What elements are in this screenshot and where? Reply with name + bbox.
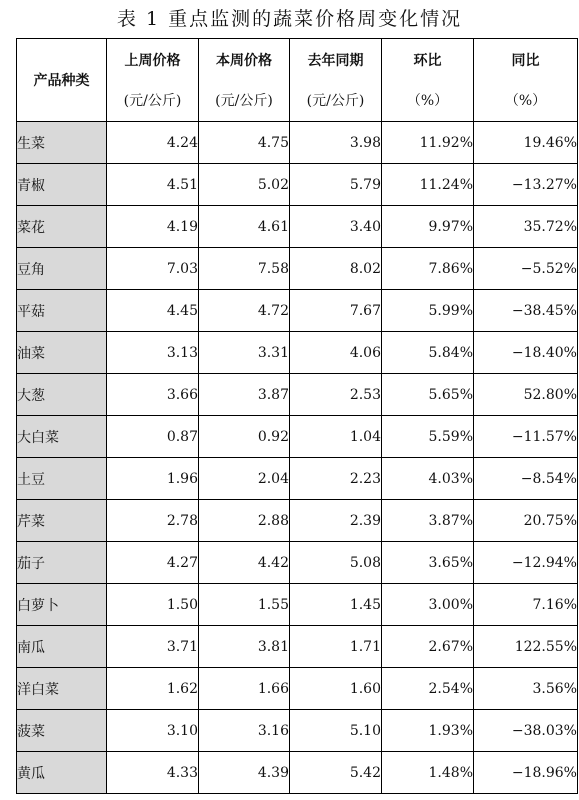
last-week-price-cell: 7.03: [107, 248, 199, 290]
table-row: [17, 500, 578, 542]
mom-change-cell: 5.59%: [382, 416, 474, 458]
this-week-price-cell: 1.55: [199, 584, 290, 626]
product-name-cell: 豆角: [17, 248, 107, 290]
header-unit: (元/公斤): [123, 93, 182, 109]
this-week-price-cell: 2.04: [199, 458, 290, 500]
product-name-cell: 洋白菜: [17, 668, 107, 710]
header-unit: (元/公斤): [215, 93, 273, 109]
mom-change-cell: 11.24%: [382, 164, 474, 206]
mom-change-cell: 3.00%: [382, 584, 474, 626]
mom-change-cell: 5.84%: [382, 332, 474, 374]
this-week-price-cell: 4.39: [199, 752, 290, 794]
mom-change-cell: 2.67%: [382, 626, 474, 668]
last-week-price-cell: 3.71: [107, 626, 199, 668]
mom-change-cell: 1.93%: [382, 710, 474, 752]
yoy-change-cell: 7.16%: [474, 584, 578, 626]
last-week-price-cell: 4.27: [107, 542, 199, 584]
yoy-change-cell: −18.96%: [474, 752, 578, 794]
last-week-price-cell: 4.51: [107, 164, 199, 206]
this-week-price-cell: 4.42: [199, 542, 290, 584]
mom-change-cell: 1.48%: [382, 752, 474, 794]
last-year-price-cell: 1.60: [290, 668, 382, 710]
header-label: 产品种类: [33, 73, 90, 89]
yoy-change-cell: −11.57%: [474, 416, 578, 458]
mom-change-cell: 5.99%: [382, 290, 474, 332]
yoy-change-cell: 3.56%: [474, 668, 578, 710]
table-row: [17, 668, 578, 710]
product-name-cell: 菠菜: [17, 710, 107, 752]
last-week-price-cell: 4.24: [107, 122, 199, 164]
last-year-price-cell: 5.10: [290, 710, 382, 752]
mom-change-cell: 9.97%: [382, 206, 474, 248]
table-row: [17, 332, 578, 374]
table-row: [17, 584, 578, 626]
last-year-price-cell: 5.08: [290, 542, 382, 584]
last-year-price-cell: 5.79: [290, 164, 382, 206]
product-name-cell: 茄子: [17, 542, 107, 584]
mom-change-cell: 7.86%: [382, 248, 474, 290]
product-name-cell: 大葱: [17, 374, 107, 416]
header-unit: （%）: [504, 93, 547, 109]
table-row: [17, 416, 578, 458]
product-name-cell: 油菜: [17, 332, 107, 374]
this-week-price-cell: 2.88: [199, 500, 290, 542]
product-name-cell: 黄瓜: [17, 752, 107, 794]
product-name-cell: 平菇: [17, 290, 107, 332]
header-unit: (元/公斤): [306, 93, 365, 109]
product-name-cell: 大白菜: [17, 416, 107, 458]
table-row: [17, 290, 578, 332]
yoy-change-cell: −38.03%: [474, 710, 578, 752]
last-year-price-cell: 7.67: [290, 290, 382, 332]
yoy-change-cell: −5.52%: [474, 248, 578, 290]
last-week-price-cell: 3.10: [107, 710, 199, 752]
this-week-price-cell: 3.31: [199, 332, 290, 374]
header-label: 本周价格: [216, 53, 272, 69]
table-row: [17, 206, 578, 248]
last-week-price-cell: 2.78: [107, 500, 199, 542]
this-week-price-cell: 0.92: [199, 416, 290, 458]
header-last-week: [107, 39, 199, 122]
table-row: [17, 122, 578, 164]
yoy-change-cell: 52.80%: [474, 374, 578, 416]
mom-change-cell: 2.54%: [382, 668, 474, 710]
table-row: [17, 542, 578, 584]
this-week-price-cell: 3.16: [199, 710, 290, 752]
last-year-price-cell: 1.04: [290, 416, 382, 458]
table-row: [17, 752, 578, 794]
header-row: [17, 39, 578, 122]
product-name-cell: 南瓜: [17, 626, 107, 668]
last-year-price-cell: 3.98: [290, 122, 382, 164]
last-week-price-cell: 4.33: [107, 752, 199, 794]
last-week-price-cell: 1.50: [107, 584, 199, 626]
last-week-price-cell: 3.13: [107, 332, 199, 374]
last-year-price-cell: 4.06: [290, 332, 382, 374]
mom-change-cell: 5.65%: [382, 374, 474, 416]
this-week-price-cell: 4.75: [199, 122, 290, 164]
header-this-week: [199, 39, 290, 122]
table-row: [17, 458, 578, 500]
last-year-price-cell: 3.40: [290, 206, 382, 248]
last-year-price-cell: 2.53: [290, 374, 382, 416]
last-year-price-cell: 1.71: [290, 626, 382, 668]
last-week-price-cell: 3.66: [107, 374, 199, 416]
header-unit: （%）: [406, 93, 449, 109]
yoy-change-cell: 19.46%: [474, 122, 578, 164]
header-mom: [382, 39, 474, 122]
last-week-price-cell: 1.62: [107, 668, 199, 710]
header-label: 上周价格: [124, 53, 181, 69]
mom-change-cell: 3.87%: [382, 500, 474, 542]
last-week-price-cell: 4.19: [107, 206, 199, 248]
product-name-cell: 土豆: [17, 458, 107, 500]
this-week-price-cell: 3.81: [199, 626, 290, 668]
this-week-price-cell: 1.66: [199, 668, 290, 710]
header-product: [17, 39, 107, 122]
header-label: 去年同期: [307, 53, 364, 69]
this-week-price-cell: 5.02: [199, 164, 290, 206]
product-name-cell: 白萝卜: [17, 584, 107, 626]
header-yoy: [474, 39, 578, 122]
yoy-change-cell: 35.72%: [474, 206, 578, 248]
this-week-price-cell: 3.87: [199, 374, 290, 416]
last-year-price-cell: 8.02: [290, 248, 382, 290]
header-label: 环比: [413, 53, 442, 69]
product-name-cell: 青椒: [17, 164, 107, 206]
header-last-year: [290, 39, 382, 122]
this-week-price-cell: 7.58: [199, 248, 290, 290]
this-week-price-cell: 4.72: [199, 290, 290, 332]
table-row: [17, 248, 578, 290]
product-name-cell: 生菜: [17, 122, 107, 164]
yoy-change-cell: 20.75%: [474, 500, 578, 542]
yoy-change-cell: −38.45%: [474, 290, 578, 332]
yoy-change-cell: 122.55%: [474, 626, 578, 668]
last-year-price-cell: 1.45: [290, 584, 382, 626]
yoy-change-cell: −12.94%: [474, 542, 578, 584]
last-year-price-cell: 5.42: [290, 752, 382, 794]
this-week-price-cell: 4.61: [199, 206, 290, 248]
table-title: 表 1 重点监测的蔬菜价格周变化情况: [116, 8, 463, 30]
header-label: 同比: [511, 53, 540, 69]
yoy-change-cell: −13.27%: [474, 164, 578, 206]
last-week-price-cell: 1.96: [107, 458, 199, 500]
last-week-price-cell: 4.45: [107, 290, 199, 332]
mom-change-cell: 11.92%: [382, 122, 474, 164]
table-row: [17, 626, 578, 668]
table-row: [17, 710, 578, 752]
yoy-change-cell: −18.40%: [474, 332, 578, 374]
mom-change-cell: 3.65%: [382, 542, 474, 584]
last-year-price-cell: 2.23: [290, 458, 382, 500]
table-row: [17, 164, 578, 206]
last-week-price-cell: 0.87: [107, 416, 199, 458]
product-name-cell: 菜花: [17, 206, 107, 248]
yoy-change-cell: −8.54%: [474, 458, 578, 500]
table-row: [17, 374, 578, 416]
last-year-price-cell: 2.39: [290, 500, 382, 542]
product-name-cell: 芹菜: [17, 500, 107, 542]
vegetable-price-table: [16, 38, 578, 794]
mom-change-cell: 4.03%: [382, 458, 474, 500]
